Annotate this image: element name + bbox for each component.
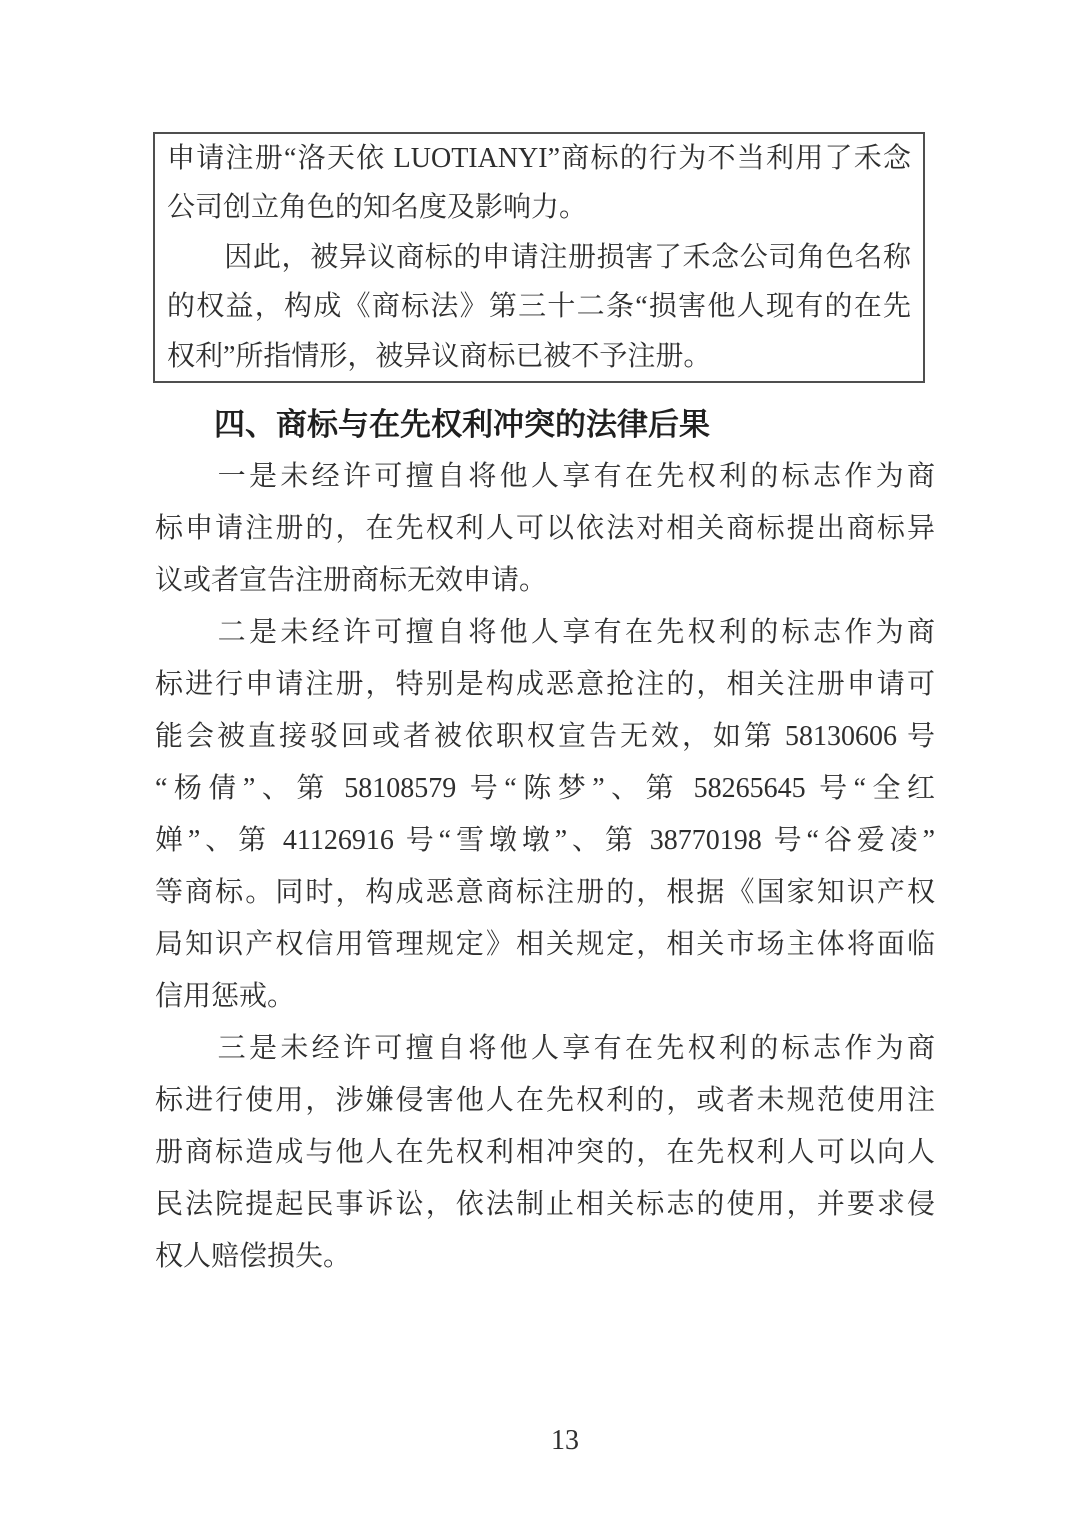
page-number: 13: [551, 1425, 579, 1456]
text-line: 公司创立角色的知名度及影响力。: [167, 192, 588, 224]
text-line: 权人赔偿损失。: [155, 1241, 352, 1272]
text-line: 册商标造成与他人在先权利相冲突的，在先权利人可以向人: [155, 1137, 935, 1168]
text-line: 标申请注册的，在先权利人可以依法对相关商标提出商标异: [155, 513, 935, 544]
text-line: 因此，被异议商标的申请注册损害了禾念公司角色名称: [167, 241, 911, 273]
section-heading: 四、商标与在先权利冲突的法律后果: [214, 407, 710, 442]
text-line: 能会被直接驳回或者被依职权宣告无效，如第 58130606 号: [155, 721, 935, 752]
paragraph: [167, 134, 911, 233]
text-line: 的权益，构成《商标法》第三十二条“损害他人现有的在先: [167, 291, 911, 323]
body-paragraphs: [155, 451, 935, 1283]
text-line: 权利”所指情形，被异议商标已被不予注册。: [167, 340, 712, 372]
boxed-text: [153, 132, 925, 383]
text-line: 局知识产权信用管理规定》相关规定，相关市场主体将面临: [155, 929, 935, 960]
paragraph: [155, 451, 935, 607]
paragraph: [167, 233, 911, 381]
document-body: [155, 399, 935, 1283]
text-line: 民法院提起民事诉讼，依法制止相关标志的使用，并要求侵: [155, 1189, 935, 1220]
text-line: 标进行申请注册，特别是构成恶意抢注的，相关注册申请可: [155, 669, 935, 700]
text-line: 婵”、第 41126916 号“雪墩墩”、第 38770198 号“谷爱凌”: [155, 825, 935, 856]
text-line: “杨倩”、第 58108579 号“陈梦”、第 58265645 号“全红: [155, 773, 935, 804]
text-line: 标进行使用，涉嫌侵害他人在先权利的，或者未规范使用注: [155, 1085, 935, 1116]
text-line: 等商标。同时，构成恶意商标注册的，根据《国家知识产权: [155, 877, 935, 908]
text-line: 二是未经许可擅自将他人享有在先权利的标志作为商: [155, 617, 935, 648]
paragraph: [155, 1023, 935, 1283]
text-line: 申请注册“洛天依 LUOTIANYI”商标的行为不当利用了禾念: [167, 143, 911, 174]
text-line: 一是未经许可擅自将他人享有在先权利的标志作为商: [155, 461, 935, 492]
text-line: 信用惩戒。: [155, 981, 296, 1012]
text-line: 议或者宣告注册商标无效申请。: [155, 565, 548, 596]
paragraph: [155, 607, 935, 1023]
text-line: 三是未经许可擅自将他人享有在先权利的标志作为商: [155, 1033, 935, 1064]
